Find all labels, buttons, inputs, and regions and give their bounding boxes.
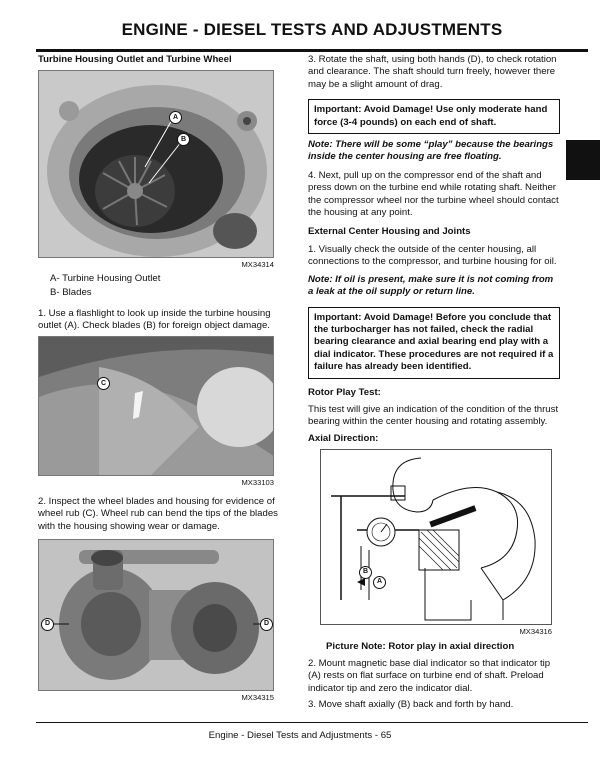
axial-step-2-text: 2. Mount magnetic base dial indicator so that indicator tip (A) rests on flat surface on turbine end of shaft. Preload indicator tip and zero the indicator dial. — [308, 657, 551, 694]
callout-b: B — [359, 566, 372, 579]
callout-a: A — [169, 111, 182, 124]
important-box-hand-force: Important: Avoid Damage! Use only moderate hand force (3-4 pounds) on each end of shaft. — [308, 99, 560, 134]
callout-c: C — [97, 377, 110, 390]
figure-id: MX34314 — [241, 260, 274, 270]
figure-id: MX34315 — [241, 693, 274, 703]
step-3-text: 3. Rotate the shaft, using both hands (D), to check rotation and clearance. The shaft should turn freely, however there may be a slight amount of drag. — [308, 54, 557, 90]
section-title-axial-direction: Axial Direction: — [308, 432, 379, 444]
right-column — [308, 54, 560, 712]
external-step-1-text: 1. Visually check the outside of the center housing, all connections to the compressor, and turbine housing for oil. — [308, 243, 557, 268]
section-title-rotor-play: Rotor Play Test: — [308, 386, 381, 398]
callout-d-right: D — [260, 618, 273, 631]
page-header — [36, 18, 588, 52]
page-footer: Engine - Diesel Tests and Adjustments - 65 — [208, 730, 392, 741]
figure-id: MX33103 — [241, 478, 274, 488]
callout-d-left: D — [41, 618, 54, 631]
important-box-dial-indicator: Important: Avoid Damage! Before you conclude that the turbocharger has not failed, check the radial bearing clearance and axial bearing end play with a dial indicator. These procedures are not required if a failure has already been identified. — [308, 307, 560, 379]
picture-note: Picture Note: Rotor play in axial direction — [326, 640, 515, 652]
legend-item-b: B- Blades — [50, 287, 92, 299]
axial-step-3-text: 3. Move shaft axially (B) back and forth by hand. — [308, 699, 514, 711]
step-2-text: 2. Inspect the wheel blades and housing for evidence of wheel rub (C). Wheel rub can bend the tips of the blades with the housing showing wear or damage. — [38, 495, 278, 532]
note-oil-leak: Note: If oil is present, make sure it is not coming from a leak at the oil supply or return line. — [308, 273, 554, 298]
callout-a: A — [373, 576, 386, 589]
section-thumb-tab — [566, 140, 600, 180]
page-title: ENGINE - DIESEL TESTS AND ADJUSTMENTS — [121, 20, 503, 39]
step-1-text: 1. Use a flashlight to look up inside the turbine housing outlet (A). Check blades (B) for foreign object damage. — [38, 307, 271, 332]
figure-turbine-housing-outlet — [38, 70, 274, 258]
step-4-text: 4. Next, pull up on the compressor end of the shaft and press down on the turbine end while rotating shaft. Neither the compressor wheel nor the turbine wheel should contact the housing at any point. — [308, 169, 559, 219]
section-title-turbine-housing: Turbine Housing Outlet and Turbine Wheel — [38, 54, 232, 65]
figure-axial-play-diagram — [320, 449, 552, 625]
figure-rotate-shaft — [38, 539, 274, 691]
rotor-play-description: This test will give an indication of the condition of the thrust bearing within the center housing and rotating assembly. — [308, 403, 559, 428]
figure-wheel-rub — [38, 336, 274, 476]
wheel-rub-illustration — [39, 337, 274, 476]
callout-b: B — [177, 133, 190, 146]
turbocharger-photo-illustration — [39, 540, 274, 691]
footer-rule — [36, 722, 588, 723]
section-title-external-housing: External Center Housing and Joints — [308, 226, 471, 238]
axial-play-diagram — [321, 450, 552, 625]
turbine-housing-illustration — [39, 71, 274, 258]
left-column — [38, 54, 278, 704]
figure-id: MX34316 — [519, 627, 552, 637]
note-free-floating: Note: There will be some “play” because the bearings inside the center housing are free floating. — [308, 139, 554, 163]
legend-item-a: A- Turbine Housing Outlet — [50, 272, 161, 284]
